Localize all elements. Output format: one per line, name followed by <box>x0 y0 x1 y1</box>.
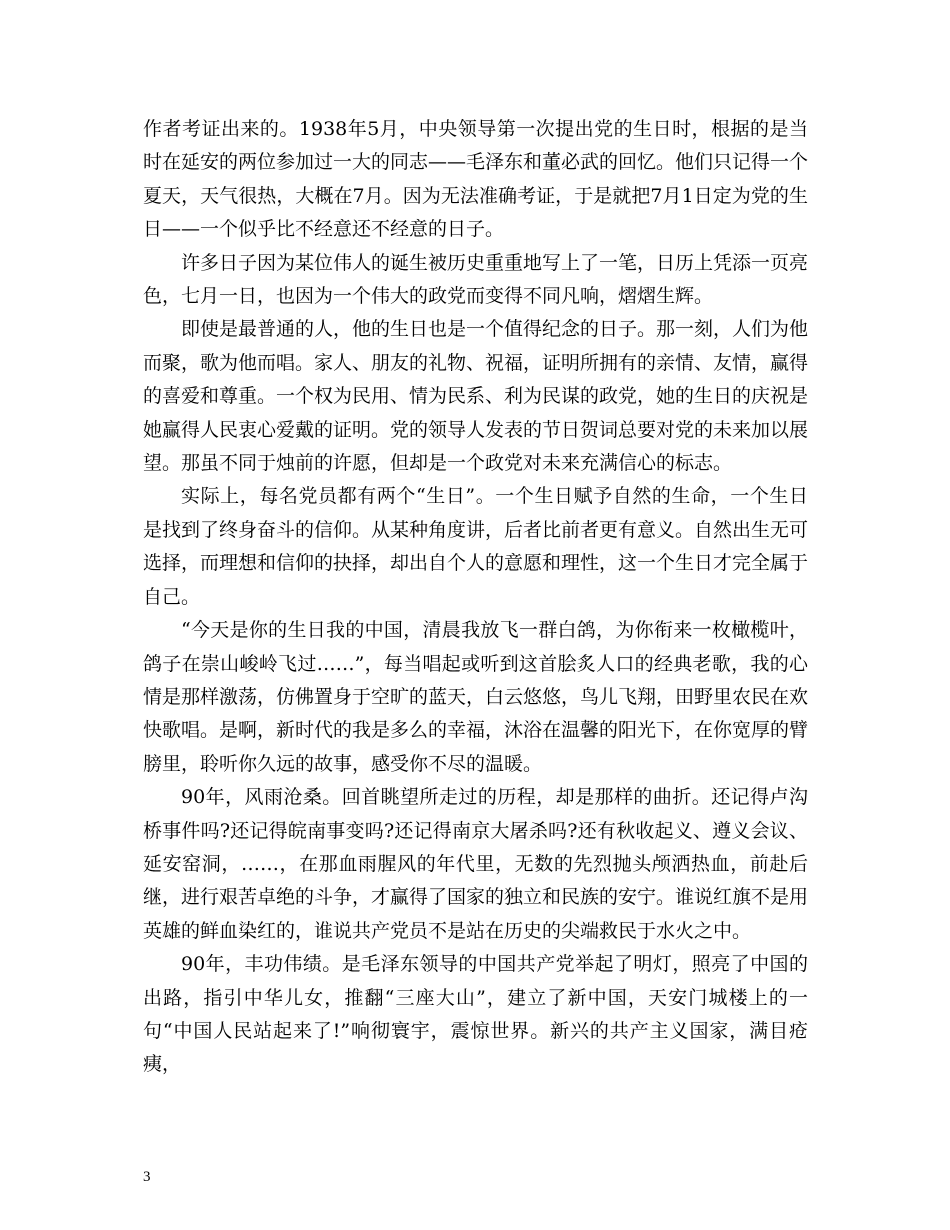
paragraph: “今天是你的生日我的中国，清晨我放飞一群白鸽，为你衔来一枚橄榄叶，鸽子在崇山峻岭飞过……”，每当唱起或听到这首脍炙人口的经典老歌，我的心情是那样激荡，仿佛置身于空旷的蓝天，白云悠悠，鸟儿飞翔，田野里农民在欢快歌唱。是啊，新时代的我是多么的幸福，沐浴在温馨的阳光下，在你宽厚的臂膀里，聆听你久远的故事，感受你不尽的温暖。 <box>143 619 809 775</box>
paragraph: 90年，风雨沧桑。回首眺望所走过的历程，却是那样的曲折。还记得卢沟桥事件吗?还记得皖南事变吗?还记得南京大屠杀吗?还有秋收起义、遵义会议、延安窑洞，……，在那血雨腥风的年代里，无数的先烈抛头颅洒热血，前赴后继，进行艰苦卓绝的斗争，才赢得了国家的独立和民族的安宁。谁说红旗不是用英雄的鲜血染红的，谁说共产党员不是站在历史的尖端救民于水火之中。 <box>143 786 809 942</box>
paragraph: 90年，丰功伟绩。是毛泽东领导的中国共产党举起了明灯，照亮了中国的出路，指引中华儿女，推翻“三座大山”，建立了新中国，天安门城楼上的一句“中国人民站起来了!”响彻寰宇，震惊世界。新兴的共产主义国家，满目疮痍， <box>143 953 808 1076</box>
paragraph-continuation: 作者考证出来的。1938年5月，中央领导第一次提出党的生日时，根据的是当时在延安的两位参加过一大的同志——毛泽东和董必武的回忆。他们只记得一个夏天，天气很热，大概在7月。因为无法准确考证，于是就把7月1日定为党的生日——一个似乎比不经意还不经意的日子。 <box>143 118 809 241</box>
paragraph: 许多日子因为某位伟人的诞生被历史重重地写上了一笔，日历上凭添一页亮色，七月一日，也因为一个伟大的政党而变得不同凡响，熠熠生辉。 <box>143 251 809 308</box>
page-number: 3 <box>143 1169 151 1185</box>
paragraph: 即使是最普通的人，他的生日也是一个值得纪念的日子。那一刻，人们为他而聚，歌为他而唱。家人、朋友的礼物、祝福，证明所拥有的亲情、友情，赢得的喜爱和尊重。一个权为民用、情为民系、利为民谋的政党，她的生日的庆祝是她赢得人民衷心爱戴的证明。党的领导人发表的节日贺词总要对党的未来加以展望。那虽不同于烛前的许愿，但却是一个政党对未来充满信心的标志。 <box>143 318 809 475</box>
paragraph: 实际上，每名党员都有两个“生日”。一个生日赋予自然的生命，一个生日是找到了终身奋斗的信仰。从某种角度讲，后者比前者更有意义。自然出生无可选择，而理想和信仰的抉择，却出自个人的意愿和理性，这一个生日才完全属于自己。 <box>143 485 809 608</box>
body-text <box>143 113 808 1082</box>
